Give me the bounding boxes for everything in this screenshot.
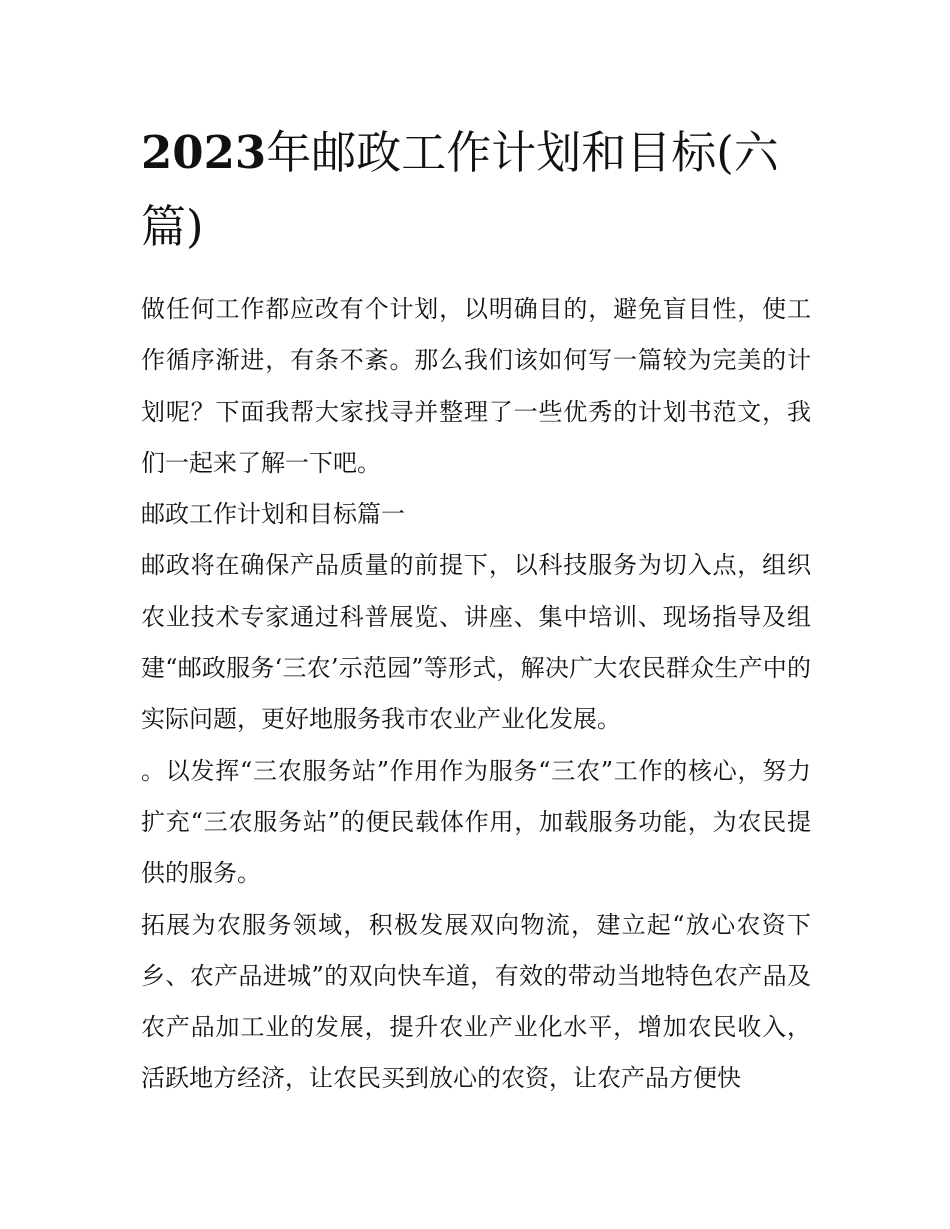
intro-paragraph: 做任何工作都应改有个计划，以明确目的，避免盲目性，使工作循序渐进，有条不紊。那么我们该如何写一篇较为完美的计划呢？下面我帮大家找寻并整理了一些优秀的计划书范文，我们一起来了解一下吧。	[141, 295, 811, 477]
document-content	[141, 116, 811, 1105]
body-paragraph: 。以发挥“三农服务站”作用作为服务“三农”工作的核心，努力扩充“三农服务站”的便民载体作用，加载服务功能，为农民提供的服务。	[141, 756, 811, 888]
title-year: 2023	[141, 126, 267, 179]
body-paragraph: 拓展为农服务领域，积极发展双向物流，建立起“放心农资下乡、农产品进城”的双向快车道，有效的带动当地特色农产品及农产品加工业的发展，提升农业产业化水平，增加农民收入，活跃地方经济，让农民买到放心的农资，让农产品方便快	[141, 910, 811, 1093]
body-paragraph: 邮政将在确保产品质量的前提下，以科技服务为切入点，组织农业技术专家通过科普展览、讲座、集中培训、现场指导及组建“邮政服务‘三农’示范园”等形式，解决广大农民群众生产中的实际问题，更好地服务我市农业产业化发展。	[141, 551, 811, 734]
title-text: 年邮政工作计划和目标(六篇)	[141, 126, 779, 253]
document-title	[141, 116, 811, 264]
section-heading: 邮政工作计划和目标篇一	[141, 500, 405, 529]
document-body	[141, 284, 811, 1105]
